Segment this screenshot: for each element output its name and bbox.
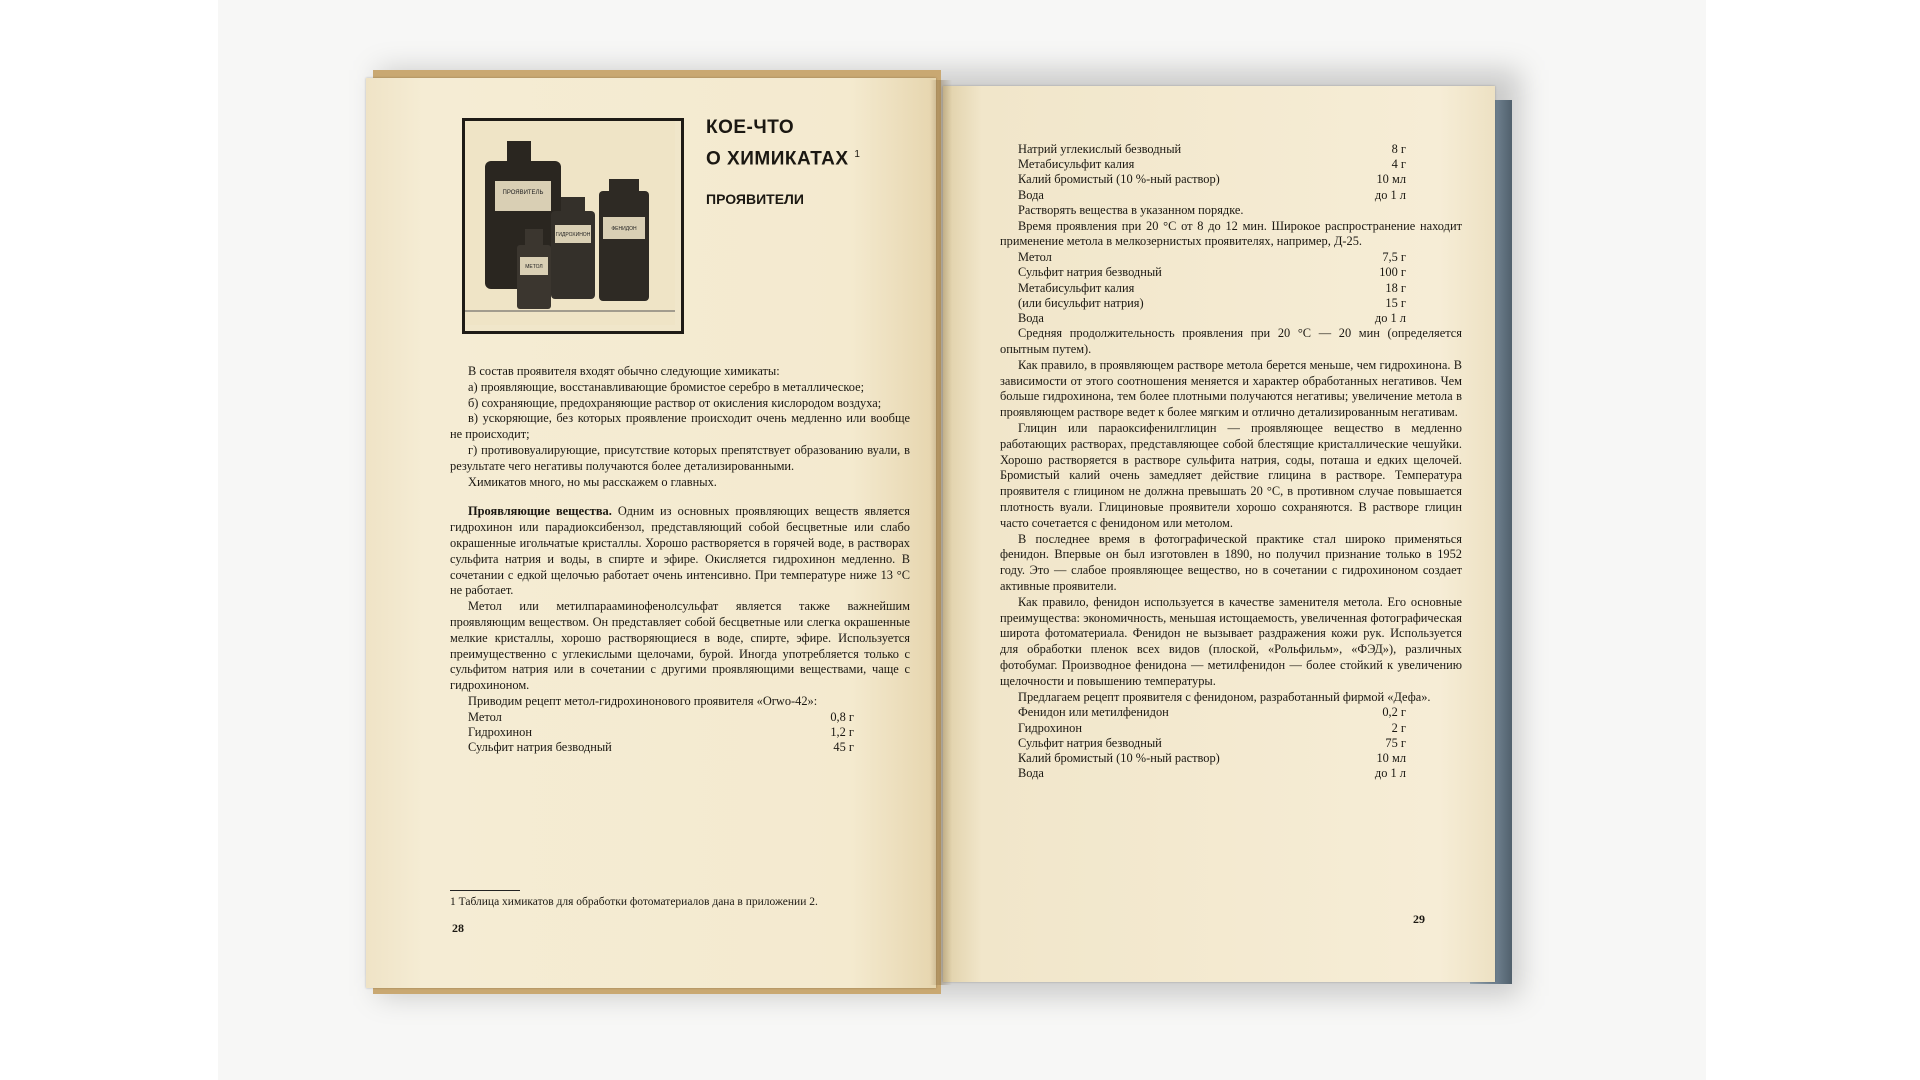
ingredient-qty: 10 мл: [1376, 750, 1406, 765]
ingredient-qty: 0,2 г: [1382, 705, 1406, 720]
paragraph: Химикатов много, но мы расскажем о главных.: [468, 474, 717, 489]
ingredient-qty: до 1 л: [1374, 187, 1406, 202]
table-row: [1000, 311, 1462, 326]
recipe-defa: [1000, 705, 1462, 781]
table-row: [1000, 766, 1462, 781]
table-row: [1000, 281, 1462, 296]
table-row: [1000, 736, 1462, 751]
paragraph: Как правило, в проявляющем растворе метола берется меньше, чем гидрохинона. В зависимости от этого соотношения меняется и характер обработанных негативов. Чем больше гидрохинона, тем более плотными получаются негативы; увеличение метола в проявляющем растворе ведет к более мягким и отлично детализированным негативам.: [1000, 357, 1462, 420]
ingredient-qty: 100 г: [1379, 265, 1406, 280]
ingredient-qty: 0,8 г: [830, 709, 854, 724]
right-page: [943, 86, 1495, 982]
ingredient-name: Вода: [1018, 766, 1044, 781]
ingredient-name: Фенидон или метилфенидон: [1018, 705, 1169, 720]
table-row: [450, 710, 910, 725]
ingredient-name: Вода: [1018, 187, 1044, 202]
ingredient-qty: 7,5 г: [1382, 250, 1406, 265]
footnote: [450, 890, 910, 909]
label-big-bottle: ПРОЯВИТЕЛЬ: [502, 190, 544, 196]
ingredient-name: Сульфит натрия безводный: [1018, 735, 1162, 750]
ingredient-name: Метол: [468, 709, 502, 724]
label-right-bottle: ФЕНИДОН: [611, 226, 637, 232]
table-row: [1000, 250, 1462, 265]
footnote-mark: 1: [450, 896, 456, 908]
paragraph: Как правило, фенидон используется в качестве заменителя метола. Его основные преимущества: экономичность, меньшая истощаемость, увеличенная фотографическая широта фотоматериала. Фенидон не вызывает раздражения кожи рук. Используется для обработки пленок всех видов (плоской, «Рольфильм», «ФЭД»), различных фотобумаг. Производное фенидона — метилфенидон — более стойкий к увеличению щелочности и повышению температуры.: [1000, 594, 1462, 688]
table-row: [1000, 172, 1462, 187]
table-row: [1000, 751, 1462, 766]
paragraph: В последнее время в фотографической практике стал широко применяться фенидон. Впервые он был изготовлен в 1890, но получил признание только в 1952 году. Это — слабое проявляющее вещество, но в сочетании с гидрохиноном создает активные проявители.: [1000, 531, 1462, 593]
ingredient-name: Гидрохинон: [468, 724, 532, 739]
paragraph: б) сохраняющие, предохраняющие раствор от окисления кислородом воздуха;: [468, 395, 882, 410]
label-small-bottle: МЕТОЛ: [525, 264, 543, 270]
ingredient-qty: 15 г: [1385, 295, 1406, 310]
ingredient-name: (или бисульфит натрия): [1018, 295, 1144, 310]
section-subheading: ПРОЯВИТЕЛИ: [706, 191, 804, 207]
table-row: [450, 725, 910, 740]
table-row: [1000, 705, 1462, 720]
recipe-orwo42: [450, 710, 910, 756]
paragraph: г) противовуалирующие, присутствие которых препятствует образованию вуали, в результате чего негативы получаются более детализированными.: [450, 442, 910, 473]
table-row: [1000, 296, 1462, 311]
recipe-top: [1000, 142, 1462, 203]
paragraph: Время проявления при 20 °С от 8 до 12 мин. Широкое распространение находит применение метола в мелкозернистых проявителях, например, Д-25.: [1000, 218, 1462, 249]
right-body-text: [1000, 142, 1462, 781]
paragraph: Метол или метилпарааминофенолсульфат является также важнейшим проявляющим веществом. Он представляет собой бесцветные или слегка окрашенные мелкие кристаллы, хорошо растворяющиеся в воде, спирте, эфире. Используется преимущественно с углекислыми щелочами, бурой. Иногда употребляется только с сульфитом натрия или в сочетании с другими проявляющими веществами, чаще с гидрохиноном.: [450, 599, 910, 693]
heading-footnote-mark: 1: [854, 149, 861, 160]
ingredient-name: Калий бромистый (10 %-ный раствор): [1018, 172, 1220, 187]
ingredient-qty: 2 г: [1391, 720, 1406, 735]
heading-line-1: КОЕ-ЧТО: [706, 117, 795, 138]
table-row: [1000, 721, 1462, 736]
table-row: [1000, 188, 1462, 203]
table-row: [1000, 142, 1462, 157]
paragraph: а) проявляющие, восстанавливающие бромистое серебро в металлическое;: [468, 379, 865, 394]
table-row: [1000, 265, 1462, 280]
book-gutter: [930, 80, 952, 985]
ingredient-name: Сульфит натрия безводный: [1018, 265, 1162, 280]
paragraph: в) ускоряющие, без которых проявление происходит очень медленно или вообще не происходит;: [450, 411, 910, 442]
ingredient-qty: 4 г: [1391, 157, 1406, 172]
ingredient-name: Сульфит натрия безводный: [468, 740, 612, 755]
table-row: [450, 740, 910, 755]
footnote-text: Таблица химикатов для обработки фотоматериалов дана в приложении 2.: [458, 896, 818, 908]
left-page: [366, 78, 936, 988]
ingredient-qty: 45 г: [833, 740, 854, 755]
ingredient-name: Метол: [1018, 250, 1052, 265]
paragraph: Приводим рецепт метол-гидрохинонового проявителя «Orwo-42»:: [468, 693, 818, 708]
ingredient-name: Метабисульфит калия: [1018, 157, 1135, 172]
chapter-heading: [706, 114, 860, 172]
ingredient-qty: 1,2 г: [830, 724, 854, 739]
ingredient-name: Калий бромистый (10 %-ный раствор): [1018, 750, 1220, 765]
paragraph: Средняя продолжительность проявления при 20 °С — 20 мин (определяется опытным путем).: [1000, 326, 1462, 357]
paragraph: В состав проявителя входят обычно следующие химикаты:: [468, 364, 780, 378]
section-paragraph: [450, 504, 910, 599]
table-row: [1000, 157, 1462, 172]
paragraph: Глицин или параоксифенилглицин — проявляющее вещество в медленно работающих растворах, представляющее собой блестящие кристаллические чешуйки. Хорошо растворяется в растворе сульфита натрия, соды, поташа и едких щелочей. Бромистый калий очень замедляет действие глицина в растворе. Температура проявителя с глицином не должна превышать 20 °С, в противном случае повышается плотность вуали. Глициновые проявители хорошо сохраняются. В растворе глицин часто сочетается с фенидоном или метолом.: [1000, 421, 1462, 530]
section-text: Одним из основных проявляющих веществ является гидрохинон или парадиоксибензол, представляющий собой бесцветные или слабо окрашенные игольчатые кристаллы. Хорошо растворяется в горячей воде, в растворах сульфита натрия и воды, в спирте и эфире. Окисляется гидрохинон медленно. В сочетании с едкой щелочью работает очень интенсивно. При температуре ниже 13 °С не работает.: [450, 504, 911, 598]
section-lead: Проявляющие вещества.: [468, 504, 612, 519]
ingredient-qty: до 1 л: [1374, 766, 1406, 781]
page-number-right: 29: [1413, 912, 1425, 926]
label-middle-bottle: ГИДРОХИНОН: [555, 232, 591, 238]
paragraph: Растворять вещества в указанном порядке.: [1018, 202, 1244, 217]
bottles-drawing: [465, 121, 675, 325]
chemical-bottles-illustration: [462, 118, 684, 334]
paragraph: Предлагаем рецепт проявителя с фенидоном, разработанный фирмой «Дефа».: [1018, 689, 1431, 704]
ingredient-qty: 75 г: [1385, 735, 1406, 750]
ingredient-name: Натрий углекислый безводный: [1018, 142, 1182, 156]
ingredient-name: Гидрохинон: [1018, 720, 1082, 735]
ingredient-qty: 8 г: [1391, 142, 1406, 156]
recipe-d25: [1000, 250, 1462, 326]
page-number-left: 28: [452, 921, 464, 935]
ingredient-qty: до 1 л: [1374, 311, 1406, 326]
heading-line-2: О ХИМИКАТАХ: [706, 148, 849, 170]
ingredient-qty: 18 г: [1385, 280, 1406, 295]
ingredient-name: Вода: [1018, 311, 1044, 326]
left-body-text: [450, 364, 910, 755]
ingredient-qty: 10 мл: [1376, 172, 1406, 187]
ingredient-name: Метабисульфит калия: [1018, 280, 1135, 295]
